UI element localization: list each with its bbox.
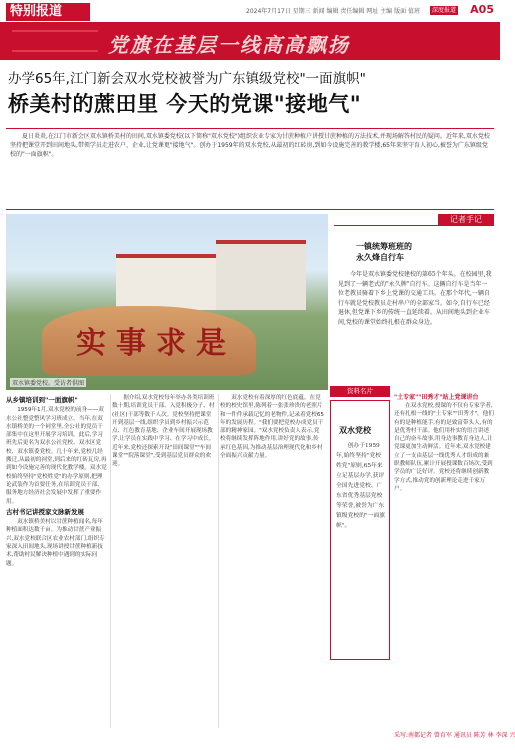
column-1-heading: 从乡镇培训到"一面旗帜": [6, 396, 78, 404]
page-number: A05: [470, 3, 494, 16]
banner: [0, 22, 500, 60]
column-3-body: 双水党校有着深厚的红色底蕴。在党校的校史馆里,陈列着一张张珍贵的老照片和一件件承载记忆的老物件,记录着党校65年的发展历程。"我们要把党校办成党员干部的精神家园。"双水党校负责人表示,党校将继续发挥阵地作用,讲好党的故事,传承红色基因,为推动基层治理现代化和乡村全面振兴贡献力量。: [220, 395, 324, 460]
article-subtitle: 办学65年,江门新会双水党校被誉为广东镇级党校"一面旗帜": [8, 71, 366, 87]
article-lead: 夏日炎炎,在江门市新会区双水镇桥美村的田间,双水镇委党校(以下简称"双水党校")组织农业专家为甘蔗种植户讲授甘蔗种植的方法技术,并现场解答村民的疑问。近年来,双水党校坚持把课堂开到田间地头,带领学员走进农户、企业,让党课更"接地气"。创办于1959年的双水党校,从最初的红砖房,到如今设施完善的教学楼,65年来坚守育人初心,被誉为广东镇级党校的"一面旗帜"。: [6, 128, 494, 210]
sidebar-title: 双水党校: [339, 426, 371, 435]
section-tag: 深度报道: [432, 7, 457, 14]
right-column-heading: "土专家""田秀才"站上党课讲台: [394, 394, 479, 401]
date-line: 2024年7月17日 星期三 新闻 编辑 责任编辑 网址 主编 版面 值班: [246, 8, 420, 15]
reporter-note-label: 记者手记: [438, 214, 494, 226]
photo-caption: 双水镇委党校。受访者供图: [12, 380, 85, 387]
reporter-note-body: 今年是双水镇委党校建校的第65个年头。在校园里,我见到了一辆老式的"永久牌"自行车。这辆自行车是当年一位老教员骑着下乡上党课的交通工具。在那个年代,一辆自行车就是党校教员走村串户的全部家当。如今,自行车已经退休,但党课下乡的传统一直延续着。从田间地头到企业车间,党校的课堂始终扎根在群众身边。: [338, 271, 492, 326]
column-3: [220, 394, 324, 728]
column-1: [6, 394, 108, 728]
reporter-title-line2: 永久烽自行车: [356, 253, 404, 262]
section-label: 特别报道: [6, 3, 90, 21]
school-photo: [6, 214, 328, 390]
sidebar-body: 创办于1959年,始终坚持"党校姓党"原则,65年来立足基层办学,获评全国先进党校、广东省优秀基层党校等荣誉,被誉为广东镇级党校的"一面旗帜"。: [336, 443, 386, 529]
banner-title: 党旗在基层一线高高飘扬: [108, 33, 350, 57]
article-credits: 采写:南都记者 曾育军 通讯员 陈芳 林 李深 兴: [394, 732, 515, 739]
reporter-title-line1: 一镇统筹班班的: [356, 242, 412, 251]
column-1b-body: 双水镇桥美村以甘蔗种植闻名,每年种植面积达数千亩。为推动甘蔗产业振兴,双水党校联合区农业农村部门,组织专家深入田间地头,现场讲授甘蔗种植新技术,帮助村民解决种植中遇到的实际问题。: [6, 519, 105, 567]
right-column-body: 在双水党校,授课的不仅有专家学者,还有扎根一线的"土专家""田秀才"。他们有的是种植能手,有的是致富带头人,有的是优秀村干部。他们用朴实的语言讲述自己的奋斗故事,用身边事教育身边人,让党课更加生动鲜活。近年来,双水党校建立了一支由基层一线优秀人才组成的兼职教师队伍,累计开展授课数百场次,受到学员的广泛好评。党校还将继续创新教学方式,推动党的创新理论走进千家万户。: [394, 403, 494, 492]
column-2-body: 据介绍,双水党校每年举办各类培训班数十期,培训党员干部、入党积极分子、村(社区)干部等数千人次。党校坚持把课堂开到基层一线,组织学员到乡村振兴示范点、红色教育基地、企业车间开展现场教学,让学员在实践中学习、在学习中成长。近年来,党校还探索开设"田间课堂""车间课堂""院落课堂",受到基层党员群众的欢迎。: [112, 395, 215, 468]
photo-building-2: [216, 240, 306, 310]
column-divider: [218, 394, 219, 728]
reporter-note: [334, 214, 494, 390]
sidebar-label: 资料名片: [330, 386, 390, 397]
column-1-body: 1959年1月,双水党校的前身——双水公社整党整风学习班成立。当年,在双水镇桥美的一个祠堂里,全公社的党员干部集中在这里开展学习培训。此后,学习班先后更名为双水公社党校、双水区党校、双水镇委党校。几十年来,党校几经搬迁,从最初的祠堂,到后来的红砖瓦房,再到如今设施完善的现代化教学楼。双水党校始终坚持"党校姓党"的办学原则,把理论武装作为首要任务,在培训党员干部、服务地方经济社会发展中发挥了重要作用。: [6, 407, 107, 505]
banner-decoration: [12, 30, 98, 52]
reporter-note-title: [356, 241, 412, 263]
stone-inscription: 实事求是: [76, 326, 236, 361]
column-2: [112, 394, 216, 728]
page-header: [0, 0, 500, 22]
sidebar-box: [330, 400, 390, 660]
column-divider: [110, 394, 111, 728]
column-1b-heading: 古村书记讲授家文脉新发展: [6, 507, 84, 516]
article-headline: 桥美村的蔗田里 今天的党课"接地气": [8, 92, 362, 116]
